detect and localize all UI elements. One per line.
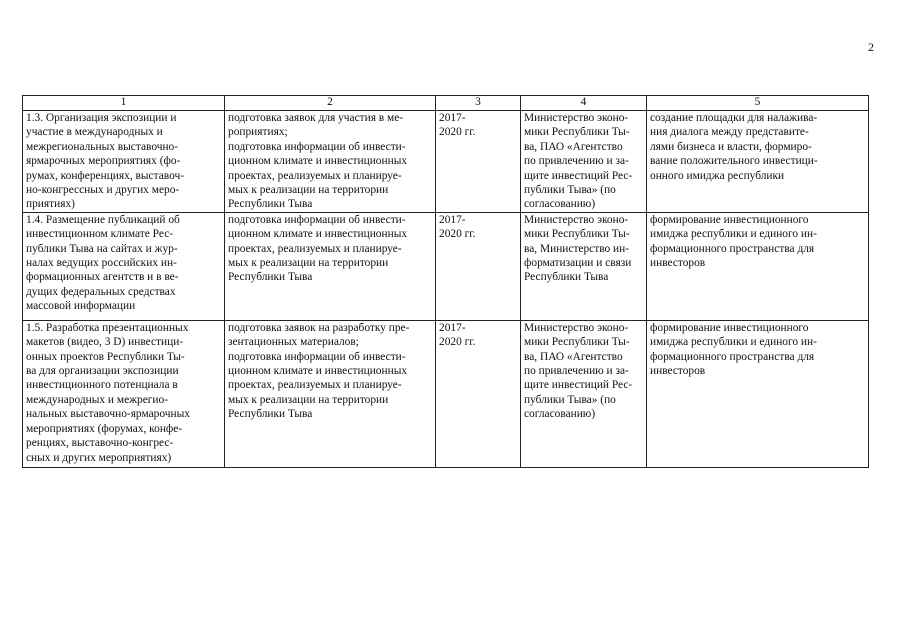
activity-cell	[225, 320, 436, 467]
cell-text-line: нальных выставочно-ярмарочных	[26, 408, 190, 421]
measure-cell	[23, 212, 225, 320]
measures-table	[22, 95, 869, 468]
cell-text-line: Министерство эконо-	[524, 112, 629, 124]
cell-text-line: ционном климате и инвестиционных	[228, 155, 408, 168]
cell-text-line: макетов (видео, 3 D) инвестици-	[26, 336, 184, 349]
cell-text-line: инвестиционном климате Рес-	[26, 228, 174, 241]
cell-text-line: инвестиционного потенциала в	[26, 379, 178, 392]
result-cell	[647, 111, 869, 213]
cell-text-line: публики Тыва» (по	[524, 184, 616, 197]
cell-text-line: роприятиях;	[228, 126, 288, 139]
cell-text-line: Министерство эконо-	[524, 213, 629, 226]
cell-text-line: по привлечению и за-	[524, 155, 629, 168]
cell-text-line: 2017-	[439, 112, 466, 124]
cell-text-line: мых к реализации на территории	[228, 257, 389, 270]
responsible-cell	[521, 212, 647, 320]
cell-text-line: согласованию)	[524, 198, 596, 211]
column-header-2: 2	[225, 96, 436, 111]
cell-text-line: 2020 гг.	[439, 228, 476, 241]
result-cell	[647, 320, 869, 467]
cell-text-line: межрегиональных выставочно-	[26, 140, 179, 153]
cell-text-line: формирование инвестиционного	[650, 213, 809, 226]
responsible-cell	[521, 111, 647, 213]
cell-text-line: зентационных материалов;	[228, 336, 359, 349]
table-row	[23, 212, 869, 320]
cell-text-line: публики Тыва» (по	[524, 393, 616, 406]
cell-text-line: онного имиджа республики	[650, 169, 785, 182]
column-header-3: 3	[436, 96, 521, 111]
cell-text-line: 2017-	[439, 213, 466, 226]
cell-text-line: ционном климате и инвестиционных	[228, 365, 408, 378]
cell-text-line: 2020 гг.	[439, 126, 476, 139]
cell-text-line: онных проектов Республики Ты-	[26, 350, 185, 363]
cell-text-line: подготовка информации об инвести-	[228, 140, 406, 153]
period-cell	[436, 111, 521, 213]
cell-text-line: но-конгрессных и других меро-	[26, 184, 180, 197]
cell-text-line: подготовка заявок для участия в ме-	[228, 112, 404, 124]
cell-text-line: форматизации и связи	[524, 257, 632, 270]
period-cell	[436, 320, 521, 467]
cell-text-line: участие в международных и	[26, 126, 163, 139]
activity-cell	[225, 212, 436, 320]
cell-text-line: щите инвестиций Рес-	[524, 379, 633, 392]
cell-text-line: 2017-	[439, 321, 466, 334]
table-row	[23, 320, 869, 467]
cell-text-line: щите инвестиций Рес-	[524, 169, 633, 182]
cell-text-line: ярмарочных мероприятиях (фо-	[26, 155, 181, 168]
cell-text-line: ва, Министерство ин-	[524, 242, 630, 255]
cell-text-line: налах ведущих российских ин-	[26, 257, 177, 270]
cell-text-line: подготовка информации об инвести-	[228, 213, 406, 226]
cell-text-line: мероприятиях (форумах, конфе-	[26, 422, 183, 435]
cell-text-line: формационного пространства для	[650, 242, 815, 255]
cell-text-line: мики Республики Ты-	[524, 336, 630, 349]
cell-text-line: согласованию)	[524, 408, 596, 421]
cell-text-line: формирование инвестиционного	[650, 321, 809, 334]
period-cell	[436, 212, 521, 320]
responsible-cell	[521, 320, 647, 467]
cell-text-line: 1.5. Разработка презентационных	[26, 321, 189, 334]
cell-text-line: подготовка информации об инвести-	[228, 350, 406, 363]
cell-text-line: ва для организации экспозиции	[26, 365, 179, 378]
table-header-row	[23, 96, 869, 111]
cell-text-line: мики Республики Ты-	[524, 228, 630, 241]
cell-text-line: проектах, реализуемых и планируе-	[228, 242, 402, 255]
cell-text-line: проектах, реализуемых и планируе-	[228, 379, 402, 392]
column-header-1: 1	[23, 96, 225, 111]
cell-text-line: инвесторов	[650, 257, 706, 270]
cell-text-line: приятиях)	[26, 198, 75, 211]
cell-text-line: подготовка заявок на разработку пре-	[228, 321, 410, 334]
cell-text-line: 1.4. Размещение публикаций об	[26, 213, 180, 226]
cell-text-line: Республики Тыва	[524, 271, 609, 284]
cell-text-line: ренциях, выставочно-конгрес-	[26, 437, 174, 450]
cell-text-line: Министерство эконо-	[524, 321, 629, 334]
result-cell	[647, 212, 869, 320]
cell-text-line: Республики Тыва	[228, 408, 313, 421]
cell-text-line: лями бизнеса и власти, формиро-	[650, 140, 812, 153]
cell-text-line: имиджа республики и единого ин-	[650, 336, 817, 349]
cell-text-line: создание площадки для налажива-	[650, 112, 818, 124]
cell-text-line: румах, конференциях, выставоч-	[26, 169, 184, 182]
cell-text-line: мых к реализации на территории	[228, 393, 389, 406]
cell-text-line: 2020 гг.	[439, 336, 476, 349]
cell-text-line: сных и других мероприятиях)	[26, 451, 172, 464]
measure-cell	[23, 320, 225, 467]
cell-text-line: дущих федеральных средствах	[26, 285, 176, 298]
cell-text-line: имиджа республики и единого ин-	[650, 228, 817, 241]
column-header-5: 5	[647, 96, 869, 111]
cell-text-line: ния диалога между представите-	[650, 126, 809, 139]
cell-text-line: Республики Тыва	[228, 271, 313, 284]
cell-text-line: международных и межрегио-	[26, 393, 169, 406]
cell-text-line: мых к реализации на территории	[228, 184, 389, 197]
cell-text-line: инвесторов	[650, 365, 706, 378]
cell-text-line: публики Тыва на сайтах и жур-	[26, 242, 178, 255]
cell-text-line: ционном климате и инвестиционных	[228, 228, 408, 241]
cell-text-line: 1.3. Организация экспозиции и	[26, 112, 177, 124]
page-number: 2	[868, 40, 874, 54]
measure-cell	[23, 111, 225, 213]
cell-text-line: формационных агентств и в ве-	[26, 271, 179, 284]
cell-text-line: вание положительного инвестици-	[650, 155, 818, 168]
cell-text-line: по привлечению и за-	[524, 365, 629, 378]
cell-text-line: мики Республики Ты-	[524, 126, 630, 139]
cell-text-line: ва, ПАО «Агентство	[524, 140, 623, 153]
cell-text-line: ва, ПАО «Агентство	[524, 350, 623, 363]
table-row	[23, 111, 869, 213]
cell-text-line: проектах, реализуемых и планируе-	[228, 169, 402, 182]
column-header-4: 4	[521, 96, 647, 111]
cell-text-line: формационного пространства для	[650, 350, 815, 363]
cell-text-line: Республики Тыва	[228, 198, 313, 211]
activity-cell	[225, 111, 436, 213]
cell-text-line: массовой информации	[26, 300, 136, 313]
